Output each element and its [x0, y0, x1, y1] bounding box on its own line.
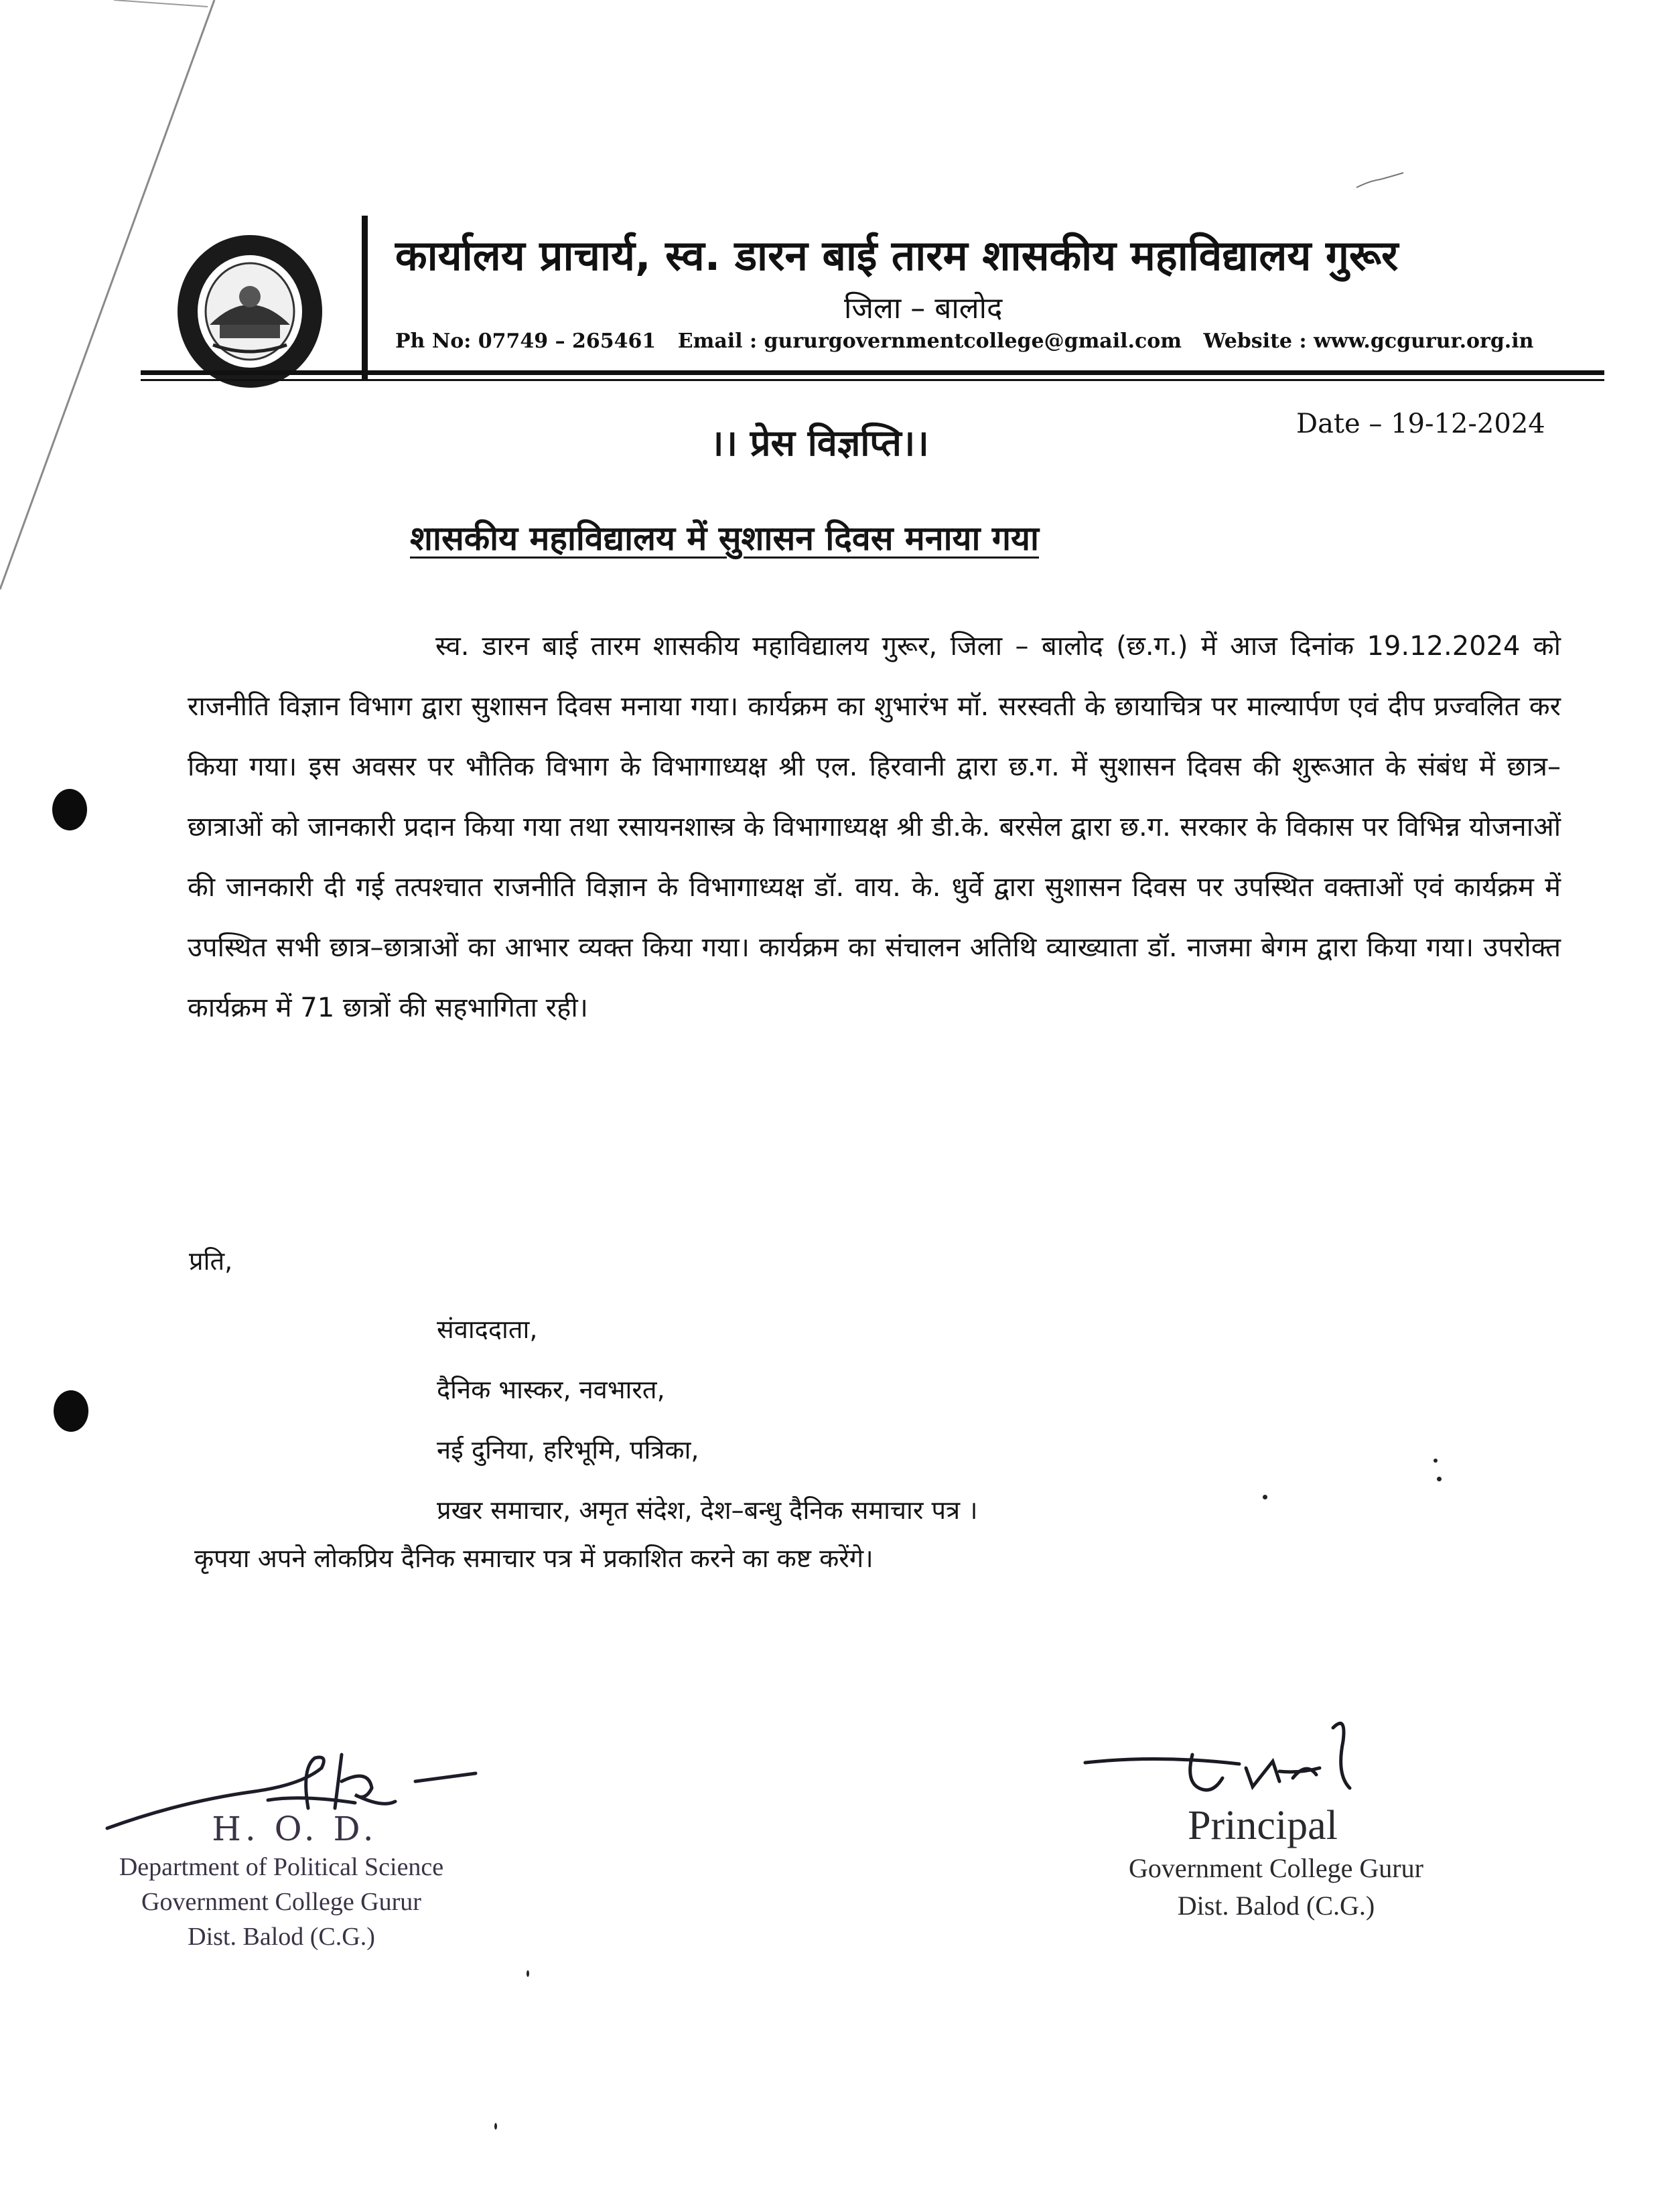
- scan-speck: [494, 2123, 497, 2130]
- hod-stamp-line: Department of Political Science: [119, 1853, 444, 1881]
- recipient-line: प्रखर समाचार, अमृत संदेश, देश–बन्धु दैनिक समाचार पत्र ।: [437, 1495, 978, 1525]
- principal-stamp-line: Government College Gurur: [1129, 1853, 1423, 1883]
- to-label: प्रति,: [189, 1246, 233, 1276]
- letterhead-rule: [141, 370, 1604, 375]
- recipient-list: [437, 1299, 978, 1540]
- letterhead-title: कार्यालय प्राचार्य, स्व. डारन बाई तारम शासकीय महाविद्यालय गुरूर: [395, 231, 1399, 280]
- letterhead-contact: [395, 329, 1548, 353]
- letterhead-divider: [362, 216, 368, 380]
- publication-request: कृपया अपने लोकप्रिय दैनिक समाचार पत्र में प्रकाशित करने का कष्ट करेंगे।: [194, 1544, 874, 1573]
- scan-speck: [1434, 1459, 1438, 1463]
- hod-stamp-line: Government College Gurur: [141, 1888, 421, 1916]
- letterhead-rule: [141, 379, 1604, 381]
- punch-hole: [52, 789, 87, 830]
- hod-stamp-title: H. O. D.: [212, 1810, 378, 1848]
- principal-stamp-title: Principal: [1188, 1803, 1338, 1848]
- press-release-heading: ।। प्रेस विज्ञप्ति।।: [710, 422, 929, 464]
- scan-speck: [1263, 1495, 1267, 1499]
- document-date: Date – 19-12-2024: [1296, 409, 1545, 439]
- recipient-line: दैनिक भास्कर, नवभारत,: [437, 1375, 665, 1404]
- scan-speck: [1437, 1477, 1442, 1481]
- college-emblem-icon: [173, 231, 327, 392]
- principal-stamp-line: Dist. Balod (C.G.): [1177, 1891, 1375, 1921]
- principal-signature: [1078, 1714, 1427, 1815]
- principal-stamp: [1089, 1801, 1464, 1925]
- punch-hole: [54, 1390, 88, 1432]
- letterhead-district: जिला – बालोद: [844, 291, 1003, 325]
- recipient-line: संवाददाता,: [437, 1315, 538, 1344]
- scan-scribble: [1353, 167, 1407, 194]
- body-paragraph: स्व. डारन बाई तारम शासकीय महाविद्यालय गुरूर, जिला – बालोद (छ.ग.) में आज दिनांक 19.12.2024 को राजनीति विज्ञान विभाग द्वारा सुशासन दिवस मनाया गया। कार्यक्रम का शुभारंभ मॉ. सरस्वती के छायाचित्र पर माल्यार्पण एवं दीप प्रज्वलित कर किया गया। इस अवसर पर भौतिक विभाग के विभागाध्यक्ष श्री एल. हिरवानी द्वारा छ.ग. में सुशासन दिवस की शुरूआत के संबंध में छात्र–छात्राओं को जानकारी प्रदान किया गया तथा रसायनशास्त्र के विभागाध्यक्ष श्री डी.के. बरसेल द्वारा छ.ग. सरकार के विकास पर विभिन्न योजनाओं की जानकारी दी गई तत्पश्चात राजनीति विज्ञान के विभागाध्यक्ष डॉ. वाय. के. धुर्वे द्वारा सुशासन दिवस पर उपस्थित वक्ताओं एवं कार्यक्रम में उपस्थित सभी छात्र–छात्राओं का आभार व्यक्त किया गया। कार्यक्रम का संचालन अतिथि व्याख्याता डॉ. नाजमा बेगम द्वारा किया गया। उपरोक्त कार्यक्रम में 71 छात्रों की सहभागिता रही।: [188, 631, 1561, 1023]
- contact-phone: Ph No: 07749 – 265461: [395, 329, 656, 353]
- subject-heading: शासकीय महाविद्यालय में सुशासन दिवस मनाया गया: [410, 519, 1039, 558]
- contact-email: Email : gururgovernmentcollege@gmail.com: [677, 329, 1182, 353]
- contact-website: Website : www.gcgurur.org.in: [1203, 329, 1534, 353]
- scan-speck: [527, 1970, 529, 1977]
- recipient-line: नई दुनिया, हरिभूमि, पत्रिका,: [437, 1435, 699, 1465]
- hod-stamp-line: Dist. Balod (C.G.): [188, 1923, 375, 1951]
- hod-stamp: [107, 1808, 456, 1954]
